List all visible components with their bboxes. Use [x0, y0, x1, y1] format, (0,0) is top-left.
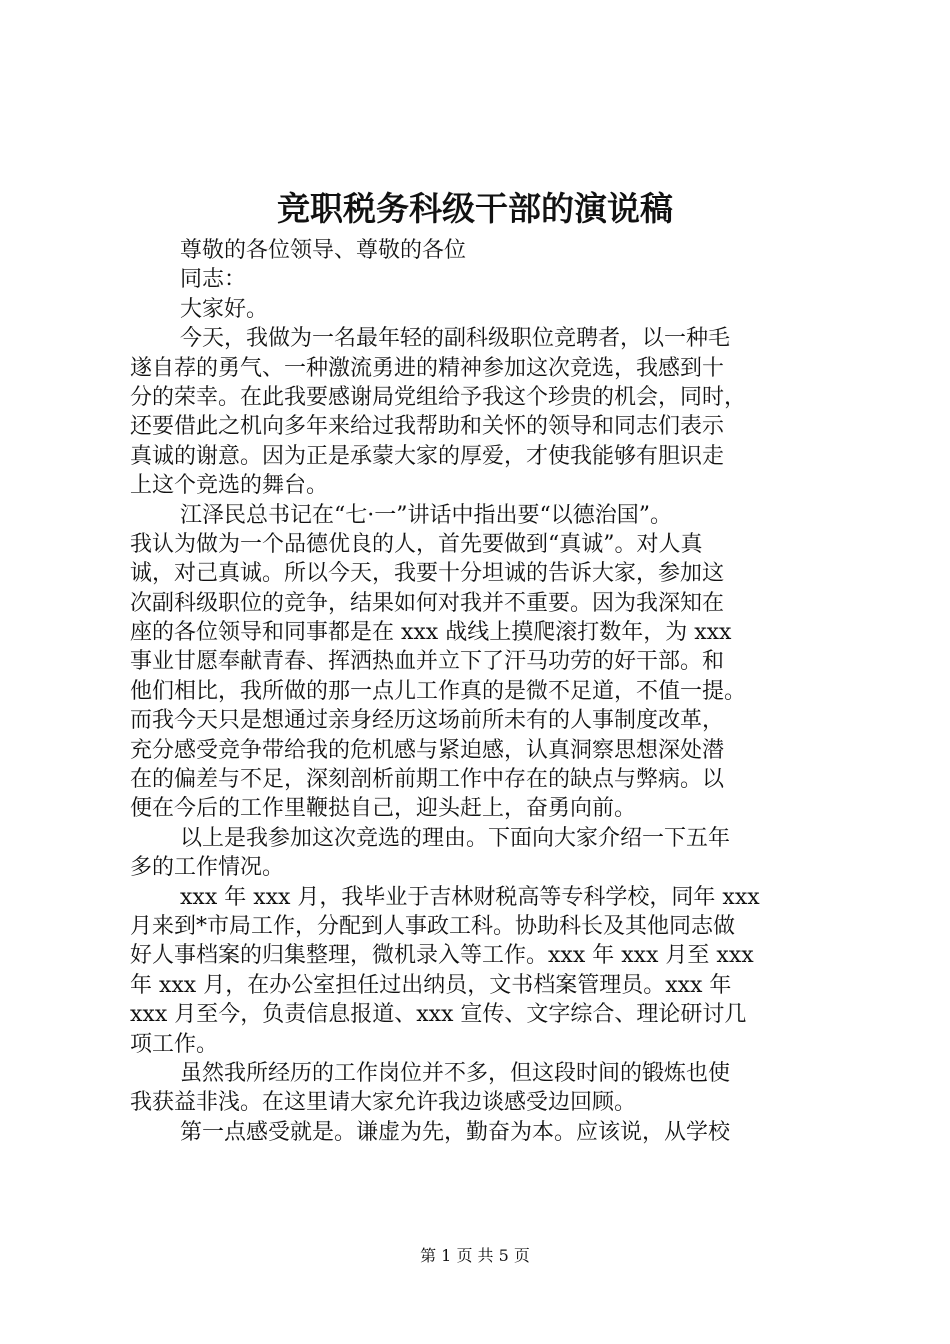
body-line: 真诚的谢意。因为正是承蒙大家的厚爱，才使我能够有胆识走 — [130, 443, 725, 469]
body-line: 今天，我做为一名最年轻的副科级职位竞聘者，以一种毛 — [180, 326, 731, 352]
body-line: 而我今天只是想通过亲身经历这场前所未有的人事制度改革， — [130, 708, 725, 734]
body-line: 事业甘愿奉献青春、挥洒热血并立下了汗马功劳的好干部。和 — [130, 649, 725, 675]
body-line: 他们相比，我所做的那一点儿工作真的是微不足道，不值一提。 — [130, 678, 747, 704]
body-line: 遂自荐的勇气、一种激流勇进的精神参加这次竞选，我感到十 — [130, 355, 725, 381]
page-footer: 第 1 页 共 5 页 — [420, 1246, 530, 1265]
body-line: 便在今后的工作里鞭挞自己，迎头赶上，奋勇向前。 — [130, 796, 637, 822]
body-line: 分的荣幸。在此我要感谢局党组给予我这个珍贵的机会，同时， — [130, 384, 747, 410]
body-line: 大家好。 — [180, 296, 269, 322]
body-line: 以上是我参加这次竞选的理由。下面向大家介绍一下五年 — [180, 825, 731, 851]
body-line: 诚，对己真诚。所以今天，我要十分坦诚的告诉大家，参加这 — [130, 561, 725, 587]
body-line: 月来到*市局工作，分配到人事政工科。协助科长及其他同志做 — [130, 913, 736, 939]
body-line: 江泽民总书记在“七·一”讲话中指出要“以德治国”。 — [180, 502, 672, 528]
body-line: 还要借此之机向多年来给过我帮助和关怀的领导和同志们表示 — [130, 414, 725, 440]
body-line: 年 xxx 月，在办公室担任过出纳员，文书档案管理员。xxx 年 — [130, 972, 732, 998]
body-line: 同志： — [180, 267, 247, 293]
body-line: 在的偏差与不足，深刻剖析前期工作中存在的缺点与弊病。以 — [130, 767, 725, 793]
body-line: xxx 月至今，负责信息报道、xxx 宣传、文字综合、理论研讨几 — [130, 1002, 747, 1028]
document-body — [130, 236, 830, 1147]
body-line: 座的各位领导和同事都是在 xxx 战线上摸爬滚打数年，为 xxx — [130, 620, 732, 646]
body-line: 第一点感受就是。谦虚为先，勤奋为本。应该说，从学校 — [180, 1119, 731, 1145]
document-title: 竞职税务科级干部的演说稿 — [277, 189, 673, 228]
body-line: 上这个竞选的舞台。 — [130, 473, 329, 499]
body-line: 我认为做为一个品德优良的人，首先要做到“真诚”。对人真 — [130, 531, 703, 557]
body-line: xxx 年 xxx 月，我毕业于吉林财税高等专科学校，同年 xxx — [180, 884, 760, 910]
body-line: 好人事档案的归集整理，微机录入等工作。xxx 年 xxx 月至 xxx — [130, 943, 754, 969]
body-line: 项工作。 — [130, 1031, 219, 1057]
body-line: 多的工作情况。 — [130, 855, 285, 881]
body-line: 虽然我所经历的工作岗位并不多，但这段时间的锻炼也使 — [180, 1060, 731, 1086]
body-line: 我获益非浅。在这里请大家允许我边谈感受边回顾。 — [130, 1090, 637, 1116]
body-line: 次副科级职位的竞争，结果如何对我并不重要。因为我深知在 — [130, 590, 725, 616]
body-line: 充分感受竞争带给我的危机感与紧迫感，认真洞察思想深处潜 — [130, 737, 725, 763]
body-line: 尊敬的各位领导、尊敬的各位 — [180, 238, 467, 263]
